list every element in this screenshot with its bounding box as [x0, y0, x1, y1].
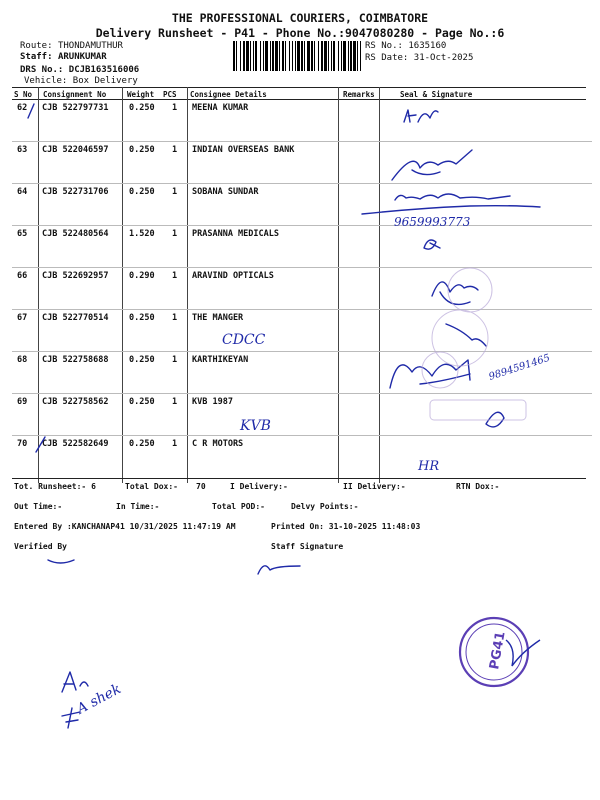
- row-pcs: 1: [172, 187, 178, 197]
- row-consignment: CJB 522046597: [42, 145, 109, 155]
- row-consignment: CJB 522758562: [42, 397, 109, 407]
- row-weight: 0.250: [129, 397, 155, 407]
- row-consignee: MEENA KUMAR: [192, 103, 249, 113]
- printed-on: Printed On: 31-10-2025 11:48:03: [271, 522, 421, 531]
- col-weight: Weight: [127, 90, 155, 99]
- row-pcs: 1: [172, 355, 178, 365]
- faded-stamp: [448, 268, 492, 312]
- col-remarks: Remarks: [343, 90, 375, 99]
- total-dox-label: Total Dox:-: [125, 482, 178, 491]
- rs-date-value: 31-Oct-2025: [413, 53, 474, 63]
- rs-no-label: RS No.:: [365, 41, 403, 51]
- company-title: THE PROFESSIONAL COURIERS, COIMBATORE: [171, 11, 429, 25]
- row-consignee: C R MOTORS: [192, 439, 244, 449]
- faded-stamp: [430, 400, 526, 420]
- staff-signature-mark: [258, 566, 300, 574]
- stamp-signature: [506, 640, 540, 666]
- row-weight: 0.250: [129, 145, 155, 155]
- row-sno: 64: [17, 187, 28, 197]
- vehicle-value: Box Delivery: [72, 76, 138, 86]
- cdcc-handwriting: CDCC: [222, 332, 266, 348]
- stamp-text: PG41: [487, 630, 509, 671]
- row-pcs: 1: [172, 145, 178, 155]
- drs-label: DRS No.:: [20, 65, 64, 75]
- initials: [62, 672, 88, 692]
- runsheet-subtitle: Delivery Runsheet - P41 - Phone No.:9047080280 - Page No.:6: [95, 26, 505, 40]
- signature: [432, 282, 478, 305]
- row-sno: 66: [17, 271, 28, 281]
- verified-by-label: Verified By: [14, 542, 67, 551]
- i-delivery: I Delivery:-: [230, 482, 288, 491]
- col-seal: Seal & Signature: [400, 90, 473, 99]
- route-value: THONDAMUTHUR: [57, 41, 123, 51]
- signature: [446, 324, 486, 346]
- col-pcs: PCS: [163, 90, 177, 99]
- initials-handwriting: A shek: [74, 681, 124, 718]
- row-sno: 68: [17, 355, 28, 365]
- kvb-handwriting: KVB: [240, 418, 271, 434]
- drs-value: DCJB163516006: [68, 65, 140, 75]
- hr-handwriting: HR: [418, 459, 440, 474]
- ii-delivery: II Delivery:-: [343, 482, 406, 491]
- staff-value: ARUNKUMAR: [57, 52, 107, 62]
- tick-mark: [36, 437, 45, 452]
- col-consignment: Consignment No: [43, 90, 107, 99]
- tick-mark: [28, 104, 34, 118]
- vehicle-label: Vehicle:: [24, 76, 68, 86]
- signature: [424, 240, 440, 249]
- row-consignment: CJB 522758688: [42, 355, 109, 365]
- staff-label: Staff:: [20, 52, 53, 62]
- row-pcs: 1: [172, 103, 178, 113]
- route-label: Route:: [20, 41, 53, 51]
- staff-signature-label: Staff Signature: [271, 542, 344, 551]
- row-weight: 0.250: [129, 103, 155, 113]
- out-time: Out Time:-: [14, 502, 63, 511]
- row-sno: 69: [17, 397, 28, 407]
- row-consignee: PRASANNA MEDICALS: [192, 229, 279, 239]
- row-sno: 70: [17, 439, 28, 449]
- row-consignee: ARAVIND OPTICALS: [192, 271, 274, 281]
- row-weight: 0.250: [129, 355, 155, 365]
- row-pcs: 1: [172, 271, 178, 281]
- pg41-stamp: [460, 618, 540, 686]
- total-dox-value: 70: [196, 482, 206, 491]
- row-weight: 0.250: [129, 187, 155, 197]
- faded-stamp: [432, 310, 488, 366]
- row-consignment: CJB 522770514: [42, 313, 109, 323]
- row-pcs: 1: [172, 439, 178, 449]
- entered-by: Entered By :KANCHANAP41 10/31/2025 11:47:19 AM: [14, 522, 236, 531]
- signature: [404, 110, 438, 122]
- row-consignment: CJB 522731706: [42, 187, 109, 197]
- rs-no-value: 1635160: [408, 41, 447, 51]
- rs-date-label: RS Date:: [365, 53, 409, 63]
- row-consignee: INDIAN OVERSEAS BANK: [192, 145, 295, 155]
- rtn-dox: RTN Dox:-: [456, 482, 500, 491]
- tot-runsheet: Tot. Runsheet:- 6: [14, 482, 96, 491]
- signature: [392, 150, 472, 180]
- row-pcs: 1: [172, 229, 178, 239]
- row-weight: 0.250: [129, 313, 155, 323]
- phone-handwriting: 9894591465: [487, 352, 552, 383]
- row-consignee: SOBANA SUNDAR: [192, 187, 259, 197]
- row-weight: 1.520: [129, 229, 155, 239]
- row-consignment: CJB 522692957: [42, 271, 109, 281]
- delvy-points: Delvy Points:-: [291, 502, 359, 511]
- row-consignment: CJB 522480564: [42, 229, 109, 239]
- row-sno: 65: [17, 229, 28, 239]
- row-sno: 63: [17, 145, 28, 155]
- phone-handwriting: 9659993773: [394, 215, 471, 229]
- total-pod: Total POD:-: [212, 502, 265, 511]
- row-sno: 62: [17, 103, 28, 113]
- signature: [362, 194, 540, 214]
- row-weight: 0.290: [129, 271, 155, 281]
- row-consignee: THE MANGER: [192, 313, 244, 323]
- row-consignment: CJB 522582649: [42, 439, 109, 449]
- row-consignment: CJB 522797731: [42, 103, 109, 113]
- col-consignee: Consignee Details: [190, 90, 267, 99]
- verified-signature: [48, 560, 74, 563]
- row-pcs: 1: [172, 313, 178, 323]
- row-pcs: 1: [172, 397, 178, 407]
- row-consignee: KVB 1987: [192, 397, 233, 407]
- row-weight: 0.250: [129, 439, 155, 449]
- col-sno: S No: [14, 90, 33, 99]
- row-consignee: KARTHIKEYAN: [192, 355, 249, 365]
- row-sno: 67: [17, 313, 28, 323]
- in-time: In Time:-: [116, 502, 160, 511]
